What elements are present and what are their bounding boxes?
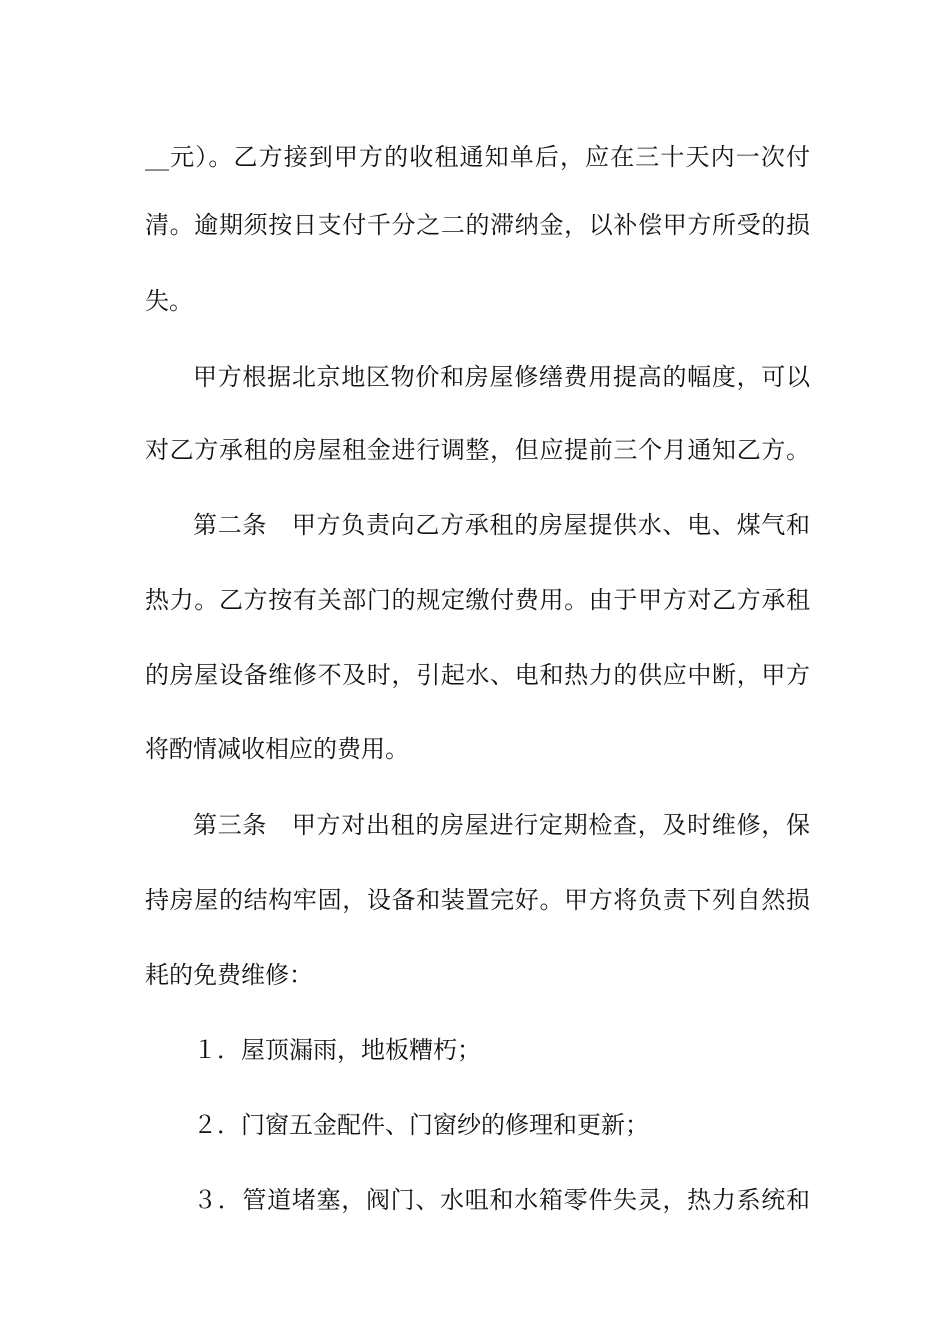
list-item-1: １．屋顶漏雨，地板糟朽； [193,1036,481,1064]
text-line-2: 清。逾期须按日支付千分之二的滞纳金，以补偿甲方所受的损 [145,211,810,239]
text-line-5: 对乙方承租的房屋租金进行调整，但应提前三个月通知乙方。 [145,436,810,464]
text-line-4: 甲方根据北京地区物价和房屋修缮费用提高的幅度，可以 [193,363,810,391]
list-item-3: ３．管道堵塞，阀门、水咀和水箱零件失灵，热力系统和 [193,1186,810,1214]
text-line-6: 第二条 甲方负责向乙方承租的房屋提供水、电、煤气和 [193,511,810,539]
text-line-10: 第三条 甲方对出租的房屋进行定期检查，及时维修，保 [193,811,810,839]
text-line-9: 将酌情减收相应的费用。 [145,735,409,763]
text-line-12: 耗的免费维修： [145,961,313,989]
text-line-11: 持房屋的结构牢固，设备和装置完好。甲方将负责下列自然损 [145,886,810,914]
list-item-2: ２．门窗五金配件、门窗纱的修理和更新； [193,1111,649,1139]
text-line-8: 的房屋设备维修不及时，引起水、电和热力的供应中断，甲方 [145,661,810,689]
text-line-3: 失。 [145,287,193,315]
text-line-1: __元）。乙方接到甲方的收租通知单后，应在三十天内一次付 [145,143,810,171]
text-line-7: 热力。乙方按有关部门的规定缴付费用。由于甲方对乙方承租 [145,586,810,614]
